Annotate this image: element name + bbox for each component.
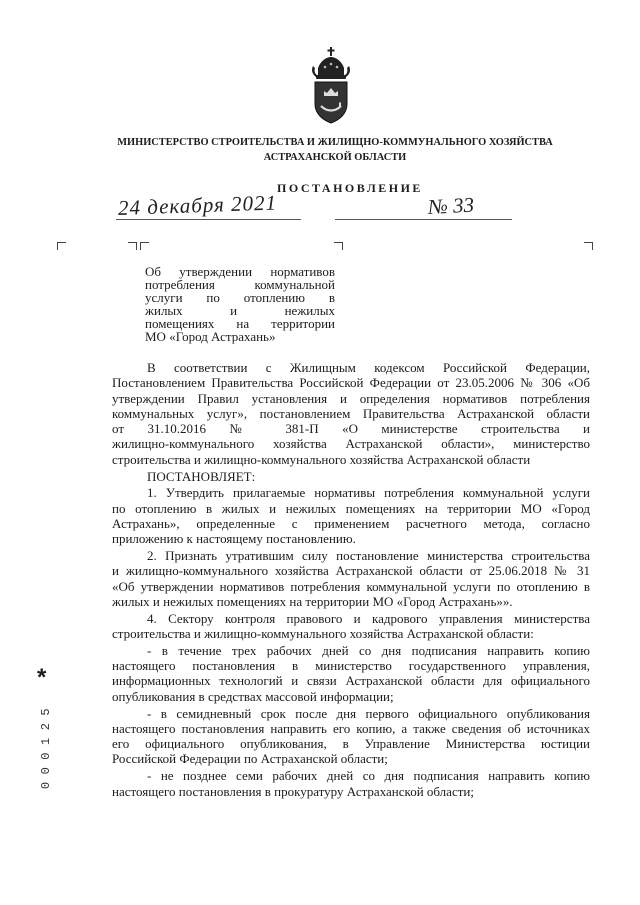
text-line: утверждении Правил установления и определения нормативов потребления	[112, 390, 590, 406]
corner-mark	[584, 242, 593, 250]
text-line: опубликования в средствах массовой информации;	[112, 688, 394, 704]
text-line: его официального опубликования, в Управление Министерства юстиции	[112, 736, 590, 752]
text-line: - не позднее семи рабочих дней со дня подписания направить копию	[147, 768, 590, 784]
handwritten-date: 24 декабря 2021	[117, 190, 278, 220]
text-line: жилых и нежилых помещениях на территории МО «Город Астрахань»».	[112, 593, 513, 609]
body-paragraph-6	[112, 643, 590, 704]
text-line: настоящего постановления в министерство государственного управления,	[112, 658, 590, 674]
text-line: В соответствии с Жилищным кодексом Российской Федерации,	[147, 360, 590, 375]
text-line: 2. Признать утратившим силу постановление министерства строительства	[147, 548, 590, 564]
text-line: строительства и жилищно-коммунального хозяйства Астраханской области:	[112, 626, 534, 642]
text-line: информационных технологий и связи Астраханской области для официального	[112, 673, 590, 689]
text-line: жилых и нежилых	[145, 303, 335, 318]
corner-mark	[128, 242, 137, 250]
body-paragraph-5	[112, 611, 590, 642]
text-line: приложению к настоящему постановлению.	[112, 531, 356, 547]
body-paragraph-4	[112, 548, 590, 609]
corner-mark	[140, 242, 149, 250]
text-line: - в семидневный срок после дня первого официального опубликования	[147, 705, 590, 721]
text-line: МО «Город Астрахань»	[145, 329, 276, 344]
date-underline	[116, 219, 301, 220]
text-line: «Об утверждении нормативов потребления коммунальной услуги по отоплению в	[112, 578, 590, 594]
text-line: от 31.10.2016 № 381-П «О министерстве строительства и	[112, 421, 590, 437]
text-line: Астрахань», определенные с применением расчетного метода, согласно	[112, 515, 590, 531]
coat-of-arms-icon	[309, 46, 353, 124]
handwritten-number: № 33	[427, 192, 475, 219]
ministry-name-line-2: АСТРАХАНСКОЙ ОБЛАСТИ	[263, 152, 407, 163]
margin-serial-number: 000125	[39, 700, 53, 790]
text-line: настоящего постановления в прокуратуру Астраханской области;	[112, 783, 474, 799]
body-paragraph-7	[112, 706, 590, 767]
document-title-block	[145, 265, 335, 343]
number-underline	[335, 219, 512, 220]
text-line: Об утверждении нормативов	[145, 264, 335, 279]
text-line: Постановлением Правительства Российской Федерации от 23.05.2006 № 306 «Об	[112, 375, 590, 391]
corner-mark	[334, 242, 343, 250]
corner-mark	[57, 242, 66, 250]
body-paragraph-8	[112, 768, 590, 799]
document-type-heading: ПОСТАНОВЛЕНИЕ	[277, 181, 423, 195]
text-line: 4. Сектору контроля правового и кадрового управления министерства	[147, 610, 590, 626]
text-line: Российской Федерации по Астраханской области;	[112, 751, 388, 767]
text-line: помещениях на территории	[145, 316, 335, 331]
text-line: настоящего постановления направить его копию, а также сведения об источниках	[112, 720, 590, 736]
margin-asterisk: *	[37, 664, 47, 691]
text-line: жилищно-коммунального хозяйства Астраханской области», министерство	[112, 436, 590, 452]
body-paragraph-3	[112, 485, 590, 546]
text-line: по отоплению в жилых и нежилых помещениях на территории МО «Город	[112, 500, 590, 516]
text-line: потребления коммунальной	[145, 277, 335, 292]
text-line: 1. Утвердить прилагаемые нормативы потребления коммунальной услуги	[147, 485, 590, 501]
text-line: - в течение трех рабочих дней со дня подписания направить копию	[147, 642, 590, 658]
text-line: ПОСТАНОВЛЯЕТ:	[147, 468, 256, 484]
text-line: услуги по отоплению в	[145, 290, 335, 305]
text-line: и жилищно-коммунального хозяйства Астраханской области от 25.06.2018 № 31	[112, 563, 590, 579]
body-paragraph-2	[112, 469, 590, 484]
text-line: коммунальных услуг», постановлением Правительства Астраханской области	[112, 405, 590, 421]
text-line: строительства и жилищно-коммунального хозяйства Астраханской области	[112, 451, 531, 467]
document-body	[112, 360, 590, 799]
ministry-name-line-1: МИНИСТЕРСТВО СТРОИТЕЛЬСТВА И ЖИЛИЩНО-КОММУНАЛЬНОГО ХОЗЯЙСТВА	[117, 137, 553, 148]
body-paragraph-1	[112, 360, 590, 467]
